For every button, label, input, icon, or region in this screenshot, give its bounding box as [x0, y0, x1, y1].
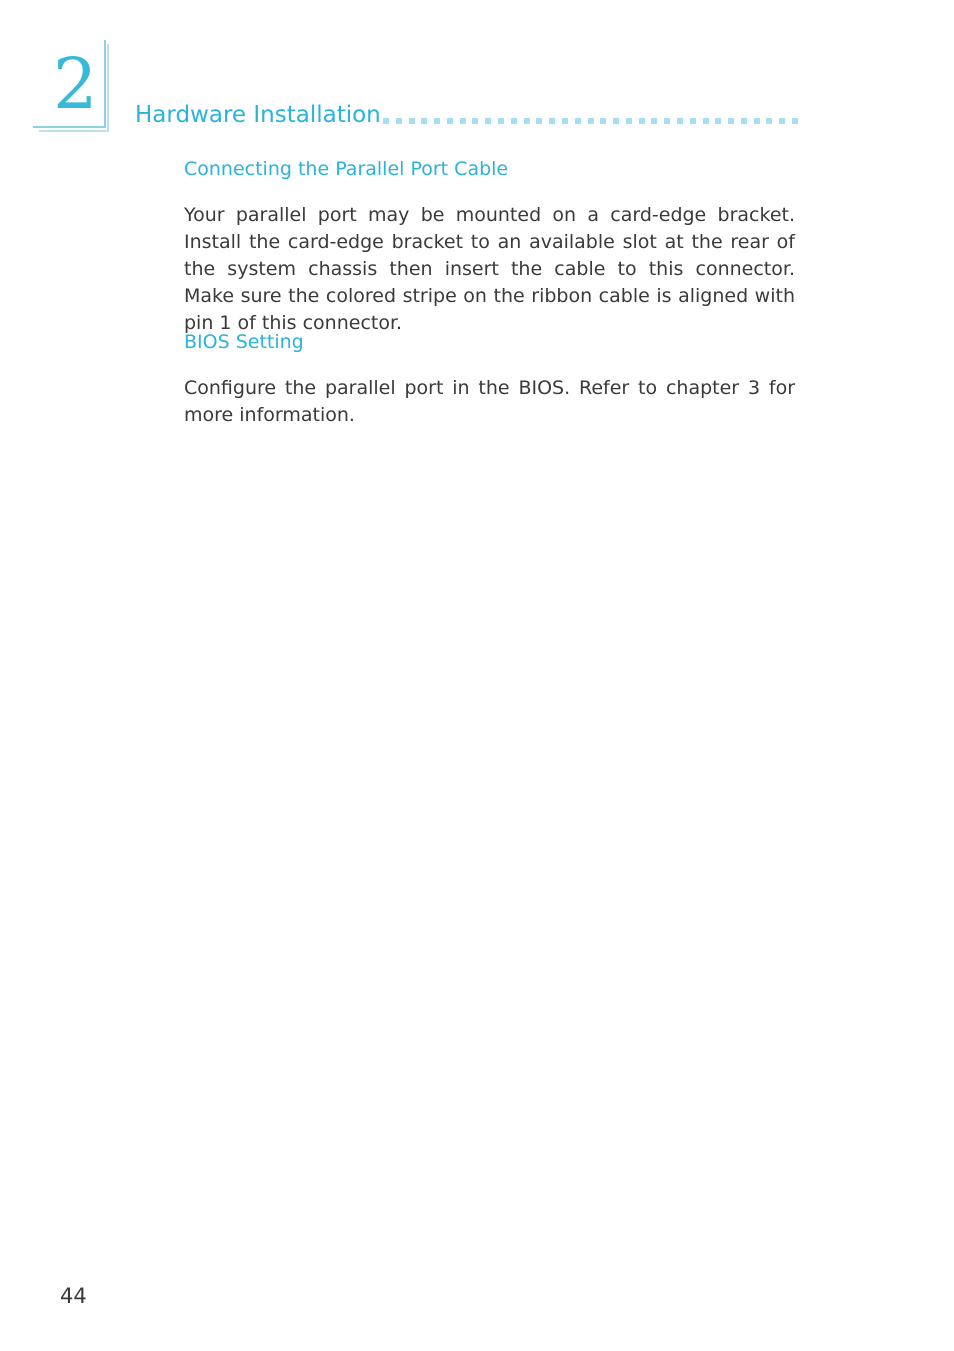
leader-dot — [409, 118, 415, 124]
leader-dot — [664, 118, 670, 124]
leader-dot — [600, 118, 606, 124]
leader-dot — [421, 118, 427, 124]
section-body-parallel-port: Your parallel port may be mounted on a card-edge bracket. Install the card-edge bracket to an available slot at the rear of the system chassis then insert the cable to this connector. Make sure the colored stripe on the ribbon cable is aligned with pin 1 of this connector. — [184, 204, 795, 334]
chapter-number-block — [33, 40, 113, 134]
dot-leader — [383, 118, 798, 125]
leader-dot — [613, 118, 619, 124]
leader-dot — [447, 118, 453, 124]
leader-dot — [562, 118, 568, 124]
leader-dot — [588, 118, 594, 124]
leader-dot — [703, 118, 709, 124]
leader-dot — [690, 118, 696, 124]
leader-dot — [498, 118, 504, 124]
leader-dot — [383, 118, 389, 124]
chapter-frame-line — [39, 130, 109, 132]
leader-dot — [728, 118, 734, 124]
leader-dot — [472, 118, 478, 124]
leader-dot — [651, 118, 657, 124]
leader-dot — [396, 118, 402, 124]
chapter-number: 2 — [53, 43, 98, 125]
leader-dot — [575, 118, 581, 124]
leader-dot — [434, 118, 440, 124]
leader-dot — [485, 118, 491, 124]
leader-dot — [741, 118, 747, 124]
chapter-frame-line — [107, 44, 109, 132]
page-number: 44 — [60, 1284, 87, 1308]
leader-dot — [549, 118, 555, 124]
leader-dot — [536, 118, 542, 124]
leader-dot — [639, 118, 645, 124]
leader-dot — [677, 118, 683, 124]
leader-dot — [524, 118, 530, 124]
section-heading-bios-setting: BIOS Setting — [184, 331, 304, 353]
leader-dot — [779, 118, 785, 124]
section-body-bios-setting: Configure the parallel port in the BIOS. Refer to chapter 3 for more information. — [184, 377, 795, 426]
chapter-frame-line — [104, 40, 106, 128]
leader-dot — [792, 118, 798, 124]
section-heading-parallel-port: Connecting the Parallel Port Cable — [184, 158, 509, 180]
leader-dot — [754, 118, 760, 124]
leader-dot — [511, 118, 517, 124]
leader-dot — [460, 118, 466, 124]
chapter-title: Hardware Installation — [135, 102, 381, 128]
chapter-frame-line — [33, 126, 106, 128]
leader-dot — [715, 118, 721, 124]
leader-dot — [626, 118, 632, 124]
leader-dot — [766, 118, 772, 124]
